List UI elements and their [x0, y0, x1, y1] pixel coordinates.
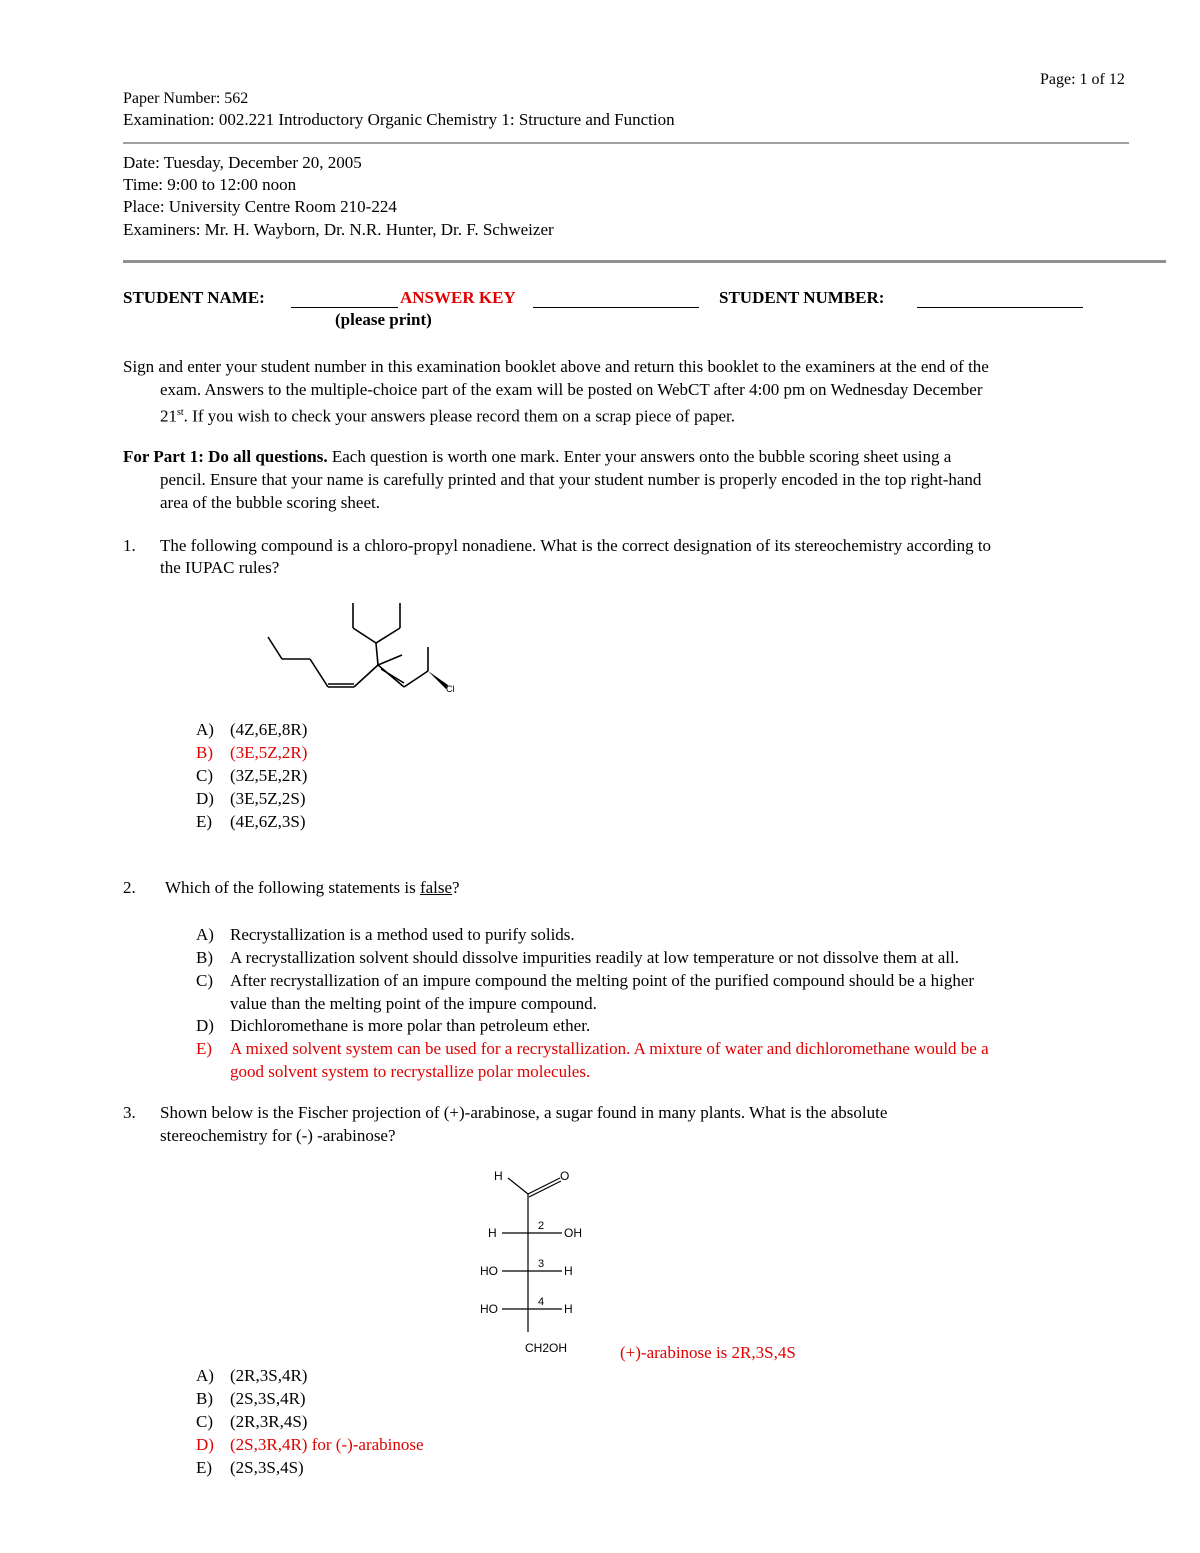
c2-left-label: H	[488, 1226, 497, 1240]
q2-stem: Which of the following statements is false?	[165, 878, 460, 897]
part1-instructions	[123, 445, 1128, 514]
exam-time: Time: 9:00 to 12:00 noon	[123, 175, 297, 194]
bottom-group-label: CH2OH	[525, 1341, 568, 1355]
q3-option-b: B) (2S,3S,4R)	[196, 1389, 306, 1408]
top-o-label: O	[560, 1169, 570, 1183]
carbon-4-label: 4	[538, 1296, 545, 1308]
q3-option-d: D) (2S,3R,4R) for (-)-arabinose	[196, 1435, 424, 1454]
fischer-projection	[470, 1162, 600, 1362]
c4-left-label: HO	[480, 1302, 498, 1316]
student-number-label: STUDENT NUMBER:	[719, 288, 885, 307]
paper-number: Paper Number: 562	[123, 90, 249, 107]
student-name-blank-right	[533, 289, 699, 308]
examination-title: Examination: 002.221 Introductory Organic Chemistry 1: Structure and Function	[123, 110, 675, 129]
page-indicator: Page: 1 of 12	[1040, 71, 1125, 88]
c3-left-label: HO	[480, 1264, 498, 1278]
student-name-blank-left	[291, 289, 398, 308]
q1-number: 1.	[123, 536, 136, 555]
q1-option-c: C) (3Z,5E,2R)	[196, 766, 308, 785]
q1-structure-diagram	[260, 595, 470, 695]
q3-stem-line2: stereochemistry for (-) -arabinose?	[160, 1126, 396, 1145]
instructions-line	[123, 401, 1128, 428]
q2-option-e: E) A mixed solvent system can be used for a recrystallization. A mixture of water and dichloromethane would be a good solvent system to recrystallize polar molecules.	[196, 1039, 989, 1081]
student-name-value: ANSWER KEY	[400, 288, 516, 307]
instructions-line: exam. Answers to the multiple-choice part of the exam will be posted on WebCT after 4:00 pm on Wednesday December	[160, 380, 983, 399]
q1-stem-line1: The following compound is a chloro-propyl nonadiene. What is the correct designation of its stereochemistry according to	[160, 536, 992, 555]
q3-option-e: E) (2S,3S,4S)	[196, 1458, 304, 1477]
student-name-label: STUDENT NAME:	[123, 288, 265, 307]
part1-label: For Part 1: Do all questions.	[123, 447, 328, 466]
instructions-line: Sign and enter your student number in this examination booklet above and return this booklet to the examiners at the end of the	[123, 357, 989, 376]
q1-option-d: D) (3E,5Z,2S)	[196, 789, 306, 808]
exam-place: Place: University Centre Room 210-224	[123, 197, 397, 216]
carbon-3-label: 3	[538, 1258, 545, 1270]
q3-stem-line1: Shown below is the Fischer projection of (+)-arabinose, a sugar found in many plants. What is the absolute	[160, 1103, 888, 1122]
c2-right-label: OH	[564, 1226, 582, 1240]
student-name-note: (please print)	[335, 310, 432, 329]
q2-option-b: B) A recrystallization solvent should dissolve impurities readily at low temperature or not dissolve them at all.	[196, 948, 959, 967]
q3-number: 3.	[123, 1103, 136, 1122]
carbon-2-label: 2	[538, 1220, 545, 1232]
instructions	[123, 355, 1128, 428]
part1-line: area of the bubble scoring sheet.	[160, 493, 380, 512]
top-h-label: H	[494, 1169, 503, 1183]
q1-option-b: B) (3E,5Z,2R)	[196, 743, 308, 762]
c3-right-label: H	[564, 1264, 573, 1278]
section-divider	[123, 260, 1166, 263]
q1-option-e: E) (4E,6Z,3S)	[196, 812, 306, 831]
instructions-date: 21	[160, 406, 177, 426]
q2-number: 2.	[123, 878, 136, 897]
q3-option-c: C) (2R,3R,4S)	[196, 1412, 308, 1431]
wedge-bond	[428, 671, 448, 689]
q1-option-a: A) (4Z,6E,8R)	[196, 720, 308, 739]
exam-examiners: Examiners: Mr. H. Wayborn, Dr. N.R. Hunter, Dr. F. Schweizer	[123, 220, 554, 239]
exam-date: Date: Tuesday, December 20, 2005	[123, 153, 362, 172]
instructions-sup: st	[177, 407, 184, 418]
q2-stem-underlined: false	[419, 878, 453, 897]
q3-option-a: A) (2R,3S,4R)	[196, 1366, 308, 1385]
part1-line: pencil. Ensure that your name is carefully printed and that your student number is properly encoded in the top right-hand	[160, 470, 982, 489]
instructions-tail: . If you wish to check your answers please record them on a scrap piece of paper.	[183, 406, 736, 426]
header-divider	[123, 142, 1129, 144]
q1-stem-line2: the IUPAC rules?	[160, 558, 280, 577]
part1-text: Each question is worth one mark. Enter your answers onto the bubble scoring sheet using a	[327, 447, 952, 466]
q2-option-c: C) After recrystallization of an impure compound the melting point of the purified compound should be a higher value than the melting point of the impure compound.	[196, 971, 975, 1013]
chlorine-label: Cl	[446, 684, 455, 694]
c4-right-label: H	[564, 1302, 573, 1316]
q2-option-d: D) Dichloromethane is more polar than petroleum ether.	[196, 1016, 591, 1035]
q3-answer-note: (+)-arabinose is 2R,3S,4S	[620, 1343, 796, 1362]
q2-option-a: A) Recrystallization is a method used to purify solids.	[196, 925, 575, 944]
student-number-blank	[917, 289, 1083, 308]
